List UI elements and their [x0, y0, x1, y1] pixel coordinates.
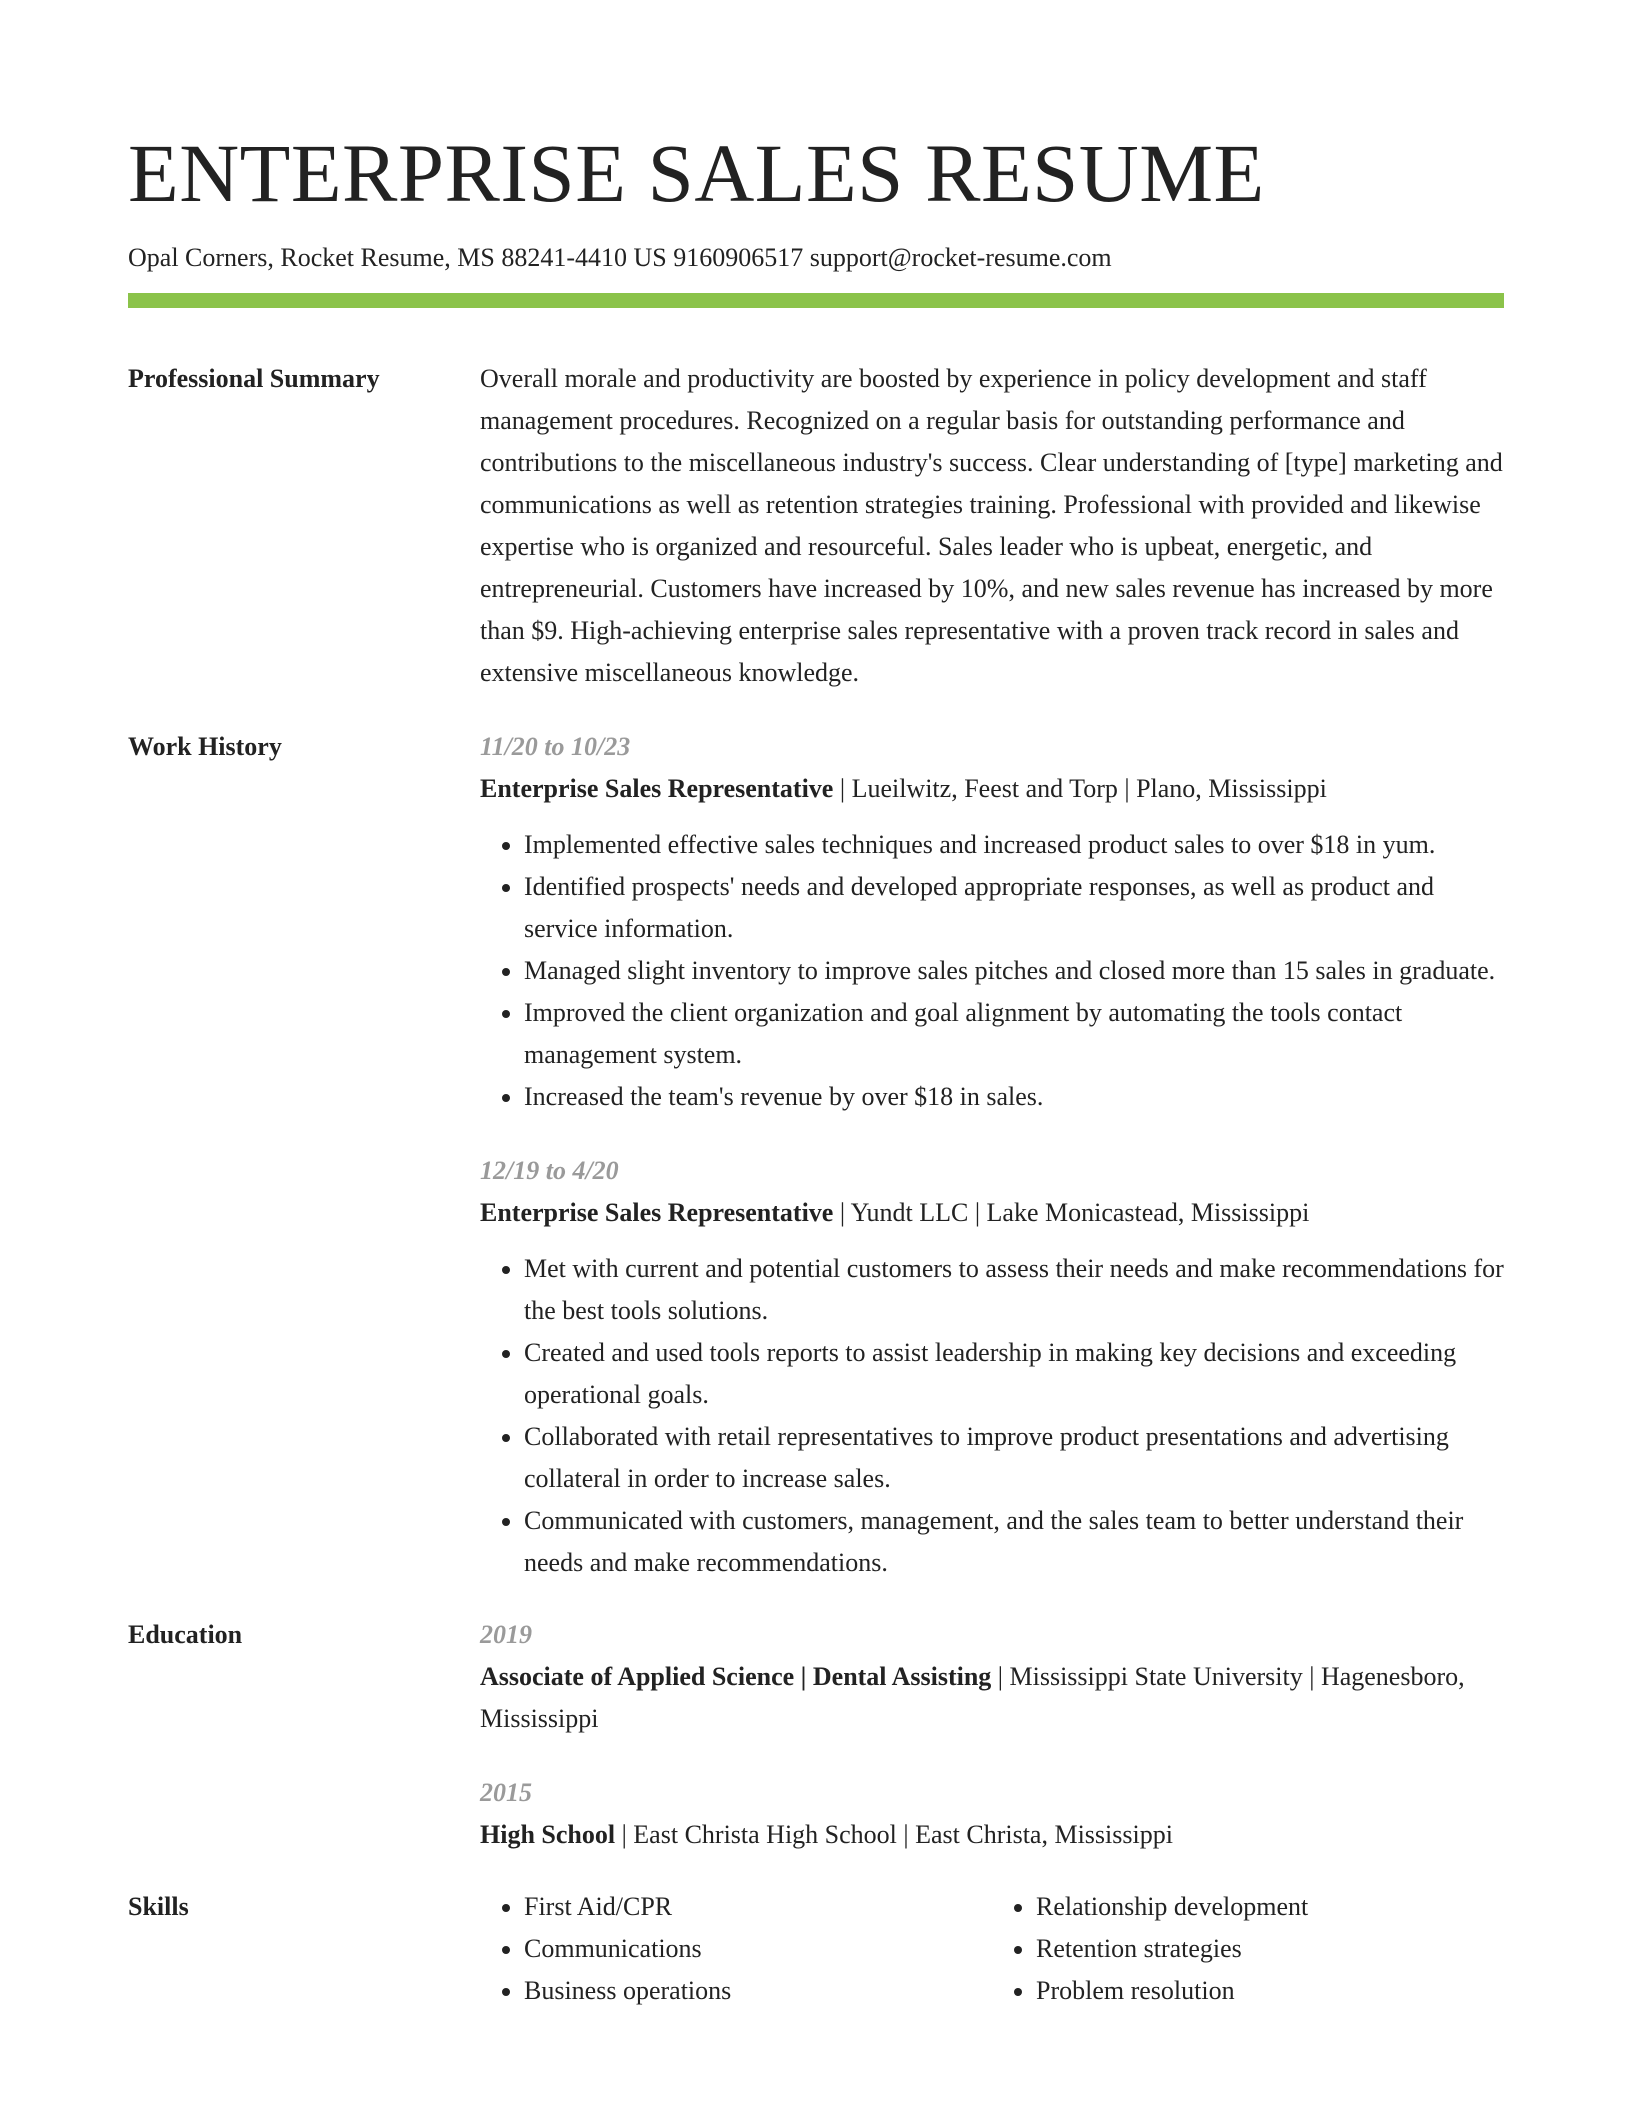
summary-section: [128, 358, 1504, 694]
education-degree: High School: [480, 1820, 616, 1849]
skills-grid: [480, 1886, 1504, 2012]
summary-body: [480, 358, 1504, 694]
skill-item: • Business operations: [524, 1970, 992, 2012]
education-line: [480, 1814, 1504, 1856]
accent-divider: [128, 293, 1504, 308]
job-title: Enterprise Sales Representative: [480, 1198, 834, 1227]
job-bullets: [480, 1248, 1504, 1584]
job-bullet: • Collaborated with retail representatives to improve product presentations and advertising collateral in order to increase sales.: [524, 1416, 1504, 1500]
job-bullet: • Improved the client organization and goal alignment by automating the tools contact management system.: [524, 992, 1504, 1076]
job-details: | Lueilwitz, Feest and Torp | Plano, Mississippi: [833, 774, 1327, 803]
job-bullet: • Increased the team's revenue by over $18 in sales.: [524, 1076, 1504, 1118]
skill-item: • Communications: [524, 1928, 992, 1970]
skills-column-left: [480, 1886, 992, 2012]
job-dates: 11/20 to 10/23: [480, 732, 631, 761]
job-bullet: • Communicated with customers, management, and the sales team to better understand their needs and make recommendations.: [524, 1500, 1504, 1584]
section-label-skills: Skills: [128, 1892, 189, 1921]
education-line: [480, 1656, 1504, 1740]
education-entry: [480, 1772, 1504, 1856]
job-bullets: [480, 824, 1504, 1118]
job-bullet: • Managed slight inventory to improve sales pitches and closed more than 15 sales in graduate.: [524, 950, 1504, 992]
job-bullet: • Created and used tools reports to assist leadership in making key decisions and exceeding operational goals.: [524, 1332, 1504, 1416]
job-title: Enterprise Sales Representative: [480, 774, 834, 803]
section-label-work-history: Work History: [128, 732, 282, 761]
skill-item: • Problem resolution: [1036, 1970, 1504, 2012]
skill-item: • First Aid/CPR: [524, 1886, 992, 1928]
skill-item: • Retention strategies: [1036, 1928, 1504, 1970]
education-year: 2015: [480, 1778, 532, 1807]
resume-title: ENTERPRISE SALES RESUME: [128, 127, 1265, 219]
education-entry: [480, 1614, 1504, 1740]
skills-section: [128, 1886, 1504, 2012]
section-label-summary: Professional Summary: [128, 364, 380, 393]
job-dates: 12/19 to 4/20: [480, 1156, 619, 1185]
education-section: [128, 1614, 1504, 1856]
skills-column-right: [992, 1886, 1504, 2012]
job-details: | Yundt LLC | Lake Monicastead, Mississippi: [833, 1198, 1310, 1227]
job-bullet: • Identified prospects' needs and developed appropriate responses, as well as product and service information.: [524, 866, 1504, 950]
contact-line: Opal Corners, Rocket Resume, MS 88241-4410 US 9160906517 support@rocket-resume.com: [128, 243, 1112, 272]
skills-body: [480, 1886, 1504, 2012]
skill-item: • Relationship development: [1036, 1886, 1504, 1928]
job-role-line: [480, 1192, 1504, 1234]
education-year: 2019: [480, 1620, 532, 1649]
job-bullet: • Met with current and potential customers to assess their needs and make recommendations for the best tools solutions.: [524, 1248, 1504, 1332]
section-label-education: Education: [128, 1620, 243, 1649]
job-entry: [480, 726, 1504, 1118]
summary-text: Overall morale and productivity are boosted by experience in policy development and staff management procedures. Recognized on a regular basis for outstanding performance and contributions to the miscellaneous industry's success. Clear understanding of [type] marketing and communications as well as retention strategies training. Professional with provided and likewise expertise who is organized and resourceful. Sales leader who is upbeat, energetic, and entrepreneurial. Customers have increased by 10%, and new sales revenue has increased by more than $9. High-achieving enterprise sales representative with a proven track record in sales and extensive miscellaneous knowledge.: [480, 364, 1503, 687]
education-details: | East Christa High School | East Christa, Mississippi: [615, 1820, 1173, 1849]
work-history-body: [480, 726, 1504, 1584]
job-role-line: [480, 768, 1504, 810]
education-details: | Mississippi State University | Hagenesboro, Mississippi: [480, 1662, 1465, 1733]
job-entry: [480, 1150, 1504, 1584]
education-body: [480, 1614, 1504, 1856]
work-history-section: [128, 726, 1504, 1584]
job-bullet: • Implemented effective sales techniques and increased product sales to over $18 in yum.: [524, 824, 1504, 866]
education-degree: Associate of Applied Science | Dental Assisting: [480, 1662, 992, 1691]
